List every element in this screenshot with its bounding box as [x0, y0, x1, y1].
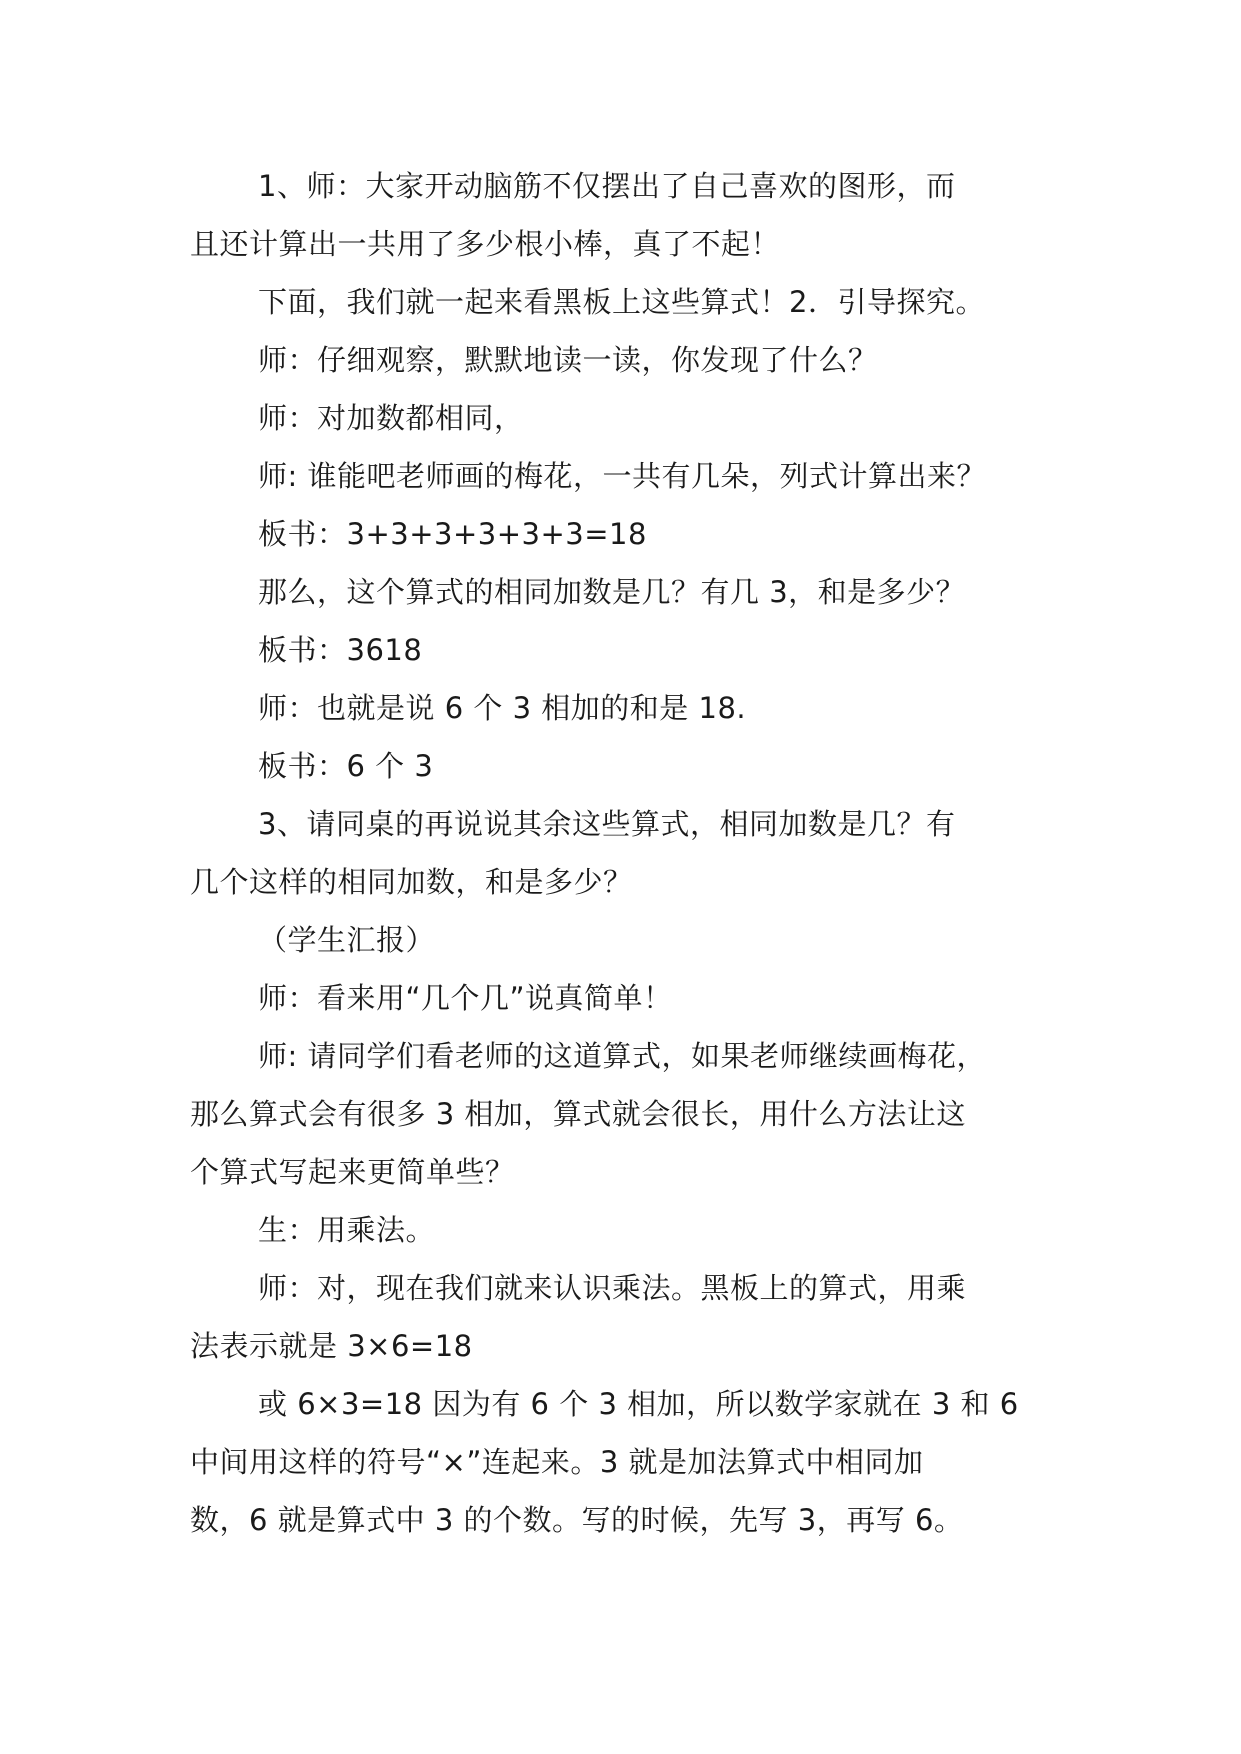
paragraph-line-3: 下面，我们就一起来看黑板上这些算式！2．引导探究。	[258, 285, 985, 319]
paragraph-line-18: 个算式写起来更简单些？	[190, 1155, 515, 1189]
paragraph-line-11: 板书：6 个 3	[258, 749, 434, 783]
paragraph-line-24: 数，6 就是算式中 3 的个数。写的时候，先写 3，再写 6。	[190, 1503, 964, 1537]
paragraph-line-9: 板书：3618	[258, 633, 423, 667]
paragraph-line-20: 师：对，现在我们就来认识乘法。黑板上的算式，用乘	[258, 1271, 967, 1305]
paragraph-line-12: 3、请同桌的再说说其余这些算式，相同加数是几？有	[258, 807, 956, 841]
paragraph-line-13: 几个这样的相同加数，和是多少？	[190, 865, 633, 899]
paragraph-line-8: 那么，这个算式的相同加数是几？有几 3，和是多少？	[258, 575, 966, 609]
paragraph-line-15: 师：看来用“几个几”说真简单！	[258, 981, 673, 1015]
paragraph-line-6: 师: 谁能吧老师画的梅花，一共有几朵，列式计算出来？	[258, 459, 986, 493]
paragraph-line-4: 师：仔细观察，默默地读一读，你发现了什么？	[258, 343, 878, 377]
paragraph-line-14: （学生汇报）	[258, 923, 436, 957]
paragraph-line-22: 或 6×3=18 因为有 6 个 3 相加，所以数学家就在 3 和 6	[258, 1387, 1019, 1421]
paragraph-line-10: 师：也就是说 6 个 3 相加的和是 18.	[258, 691, 747, 725]
paragraph-line-1: 1、师：大家开动脑筋不仅摆出了自己喜欢的图形，而	[258, 169, 956, 203]
paragraph-line-16: 师: 请同学们看老师的这道算式，如果老师继续画梅花，	[258, 1039, 986, 1073]
paragraph-line-17: 那么算式会有很多 3 相加，算式就会很长，用什么方法让这	[190, 1097, 966, 1131]
paragraph-line-19: 生：用乘法。	[258, 1213, 436, 1247]
paragraph-line-7: 板书：3+3+3+3+3+3=18	[258, 517, 647, 551]
paragraph-line-23: 中间用这样的符号“×”连起来。3 就是加法算式中相同加	[190, 1445, 924, 1479]
paragraph-line-2: 且还计算出一共用了多少根小棒，真了不起！	[190, 227, 781, 261]
paragraph-line-5: 师：对加数都相同，	[258, 401, 524, 435]
paragraph-line-21: 法表示就是 3×6=18	[190, 1329, 473, 1363]
